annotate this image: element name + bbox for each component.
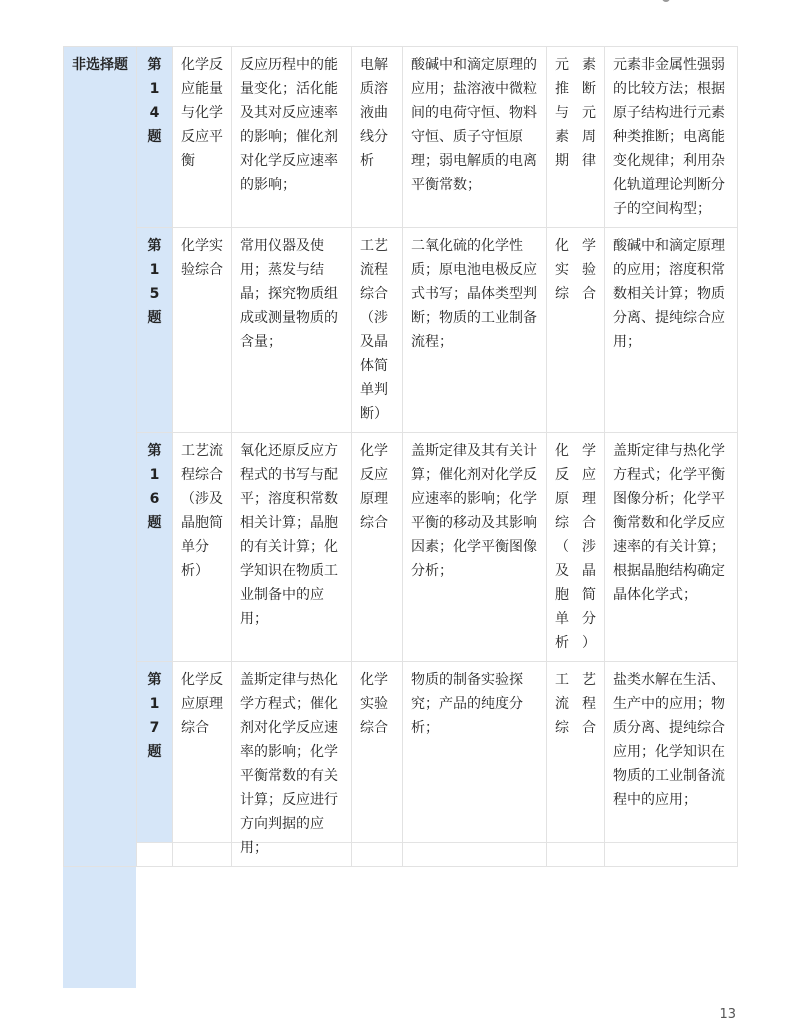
topic-cell: 化学实验综合 xyxy=(547,228,605,433)
section-label-cell xyxy=(64,47,137,867)
page-number: 13 xyxy=(719,1007,736,1022)
question-number: 第15题 xyxy=(137,228,173,433)
points-cell: 反应历程中的能量变化；活化能及其对反应速率的影响；催化剂对化学反应速率的影响； xyxy=(232,47,352,228)
points-cell: 物质的制备实验探究；产品的纯度分析； xyxy=(403,662,547,867)
topic-cell: 工艺流程综合（涉及晶体简单判断） xyxy=(352,228,403,433)
table-row xyxy=(64,433,738,662)
points-cell: 酸碱中和滴定原理的应用；溶度积常数相关计算；物质分离、提纯综合应用； xyxy=(605,228,738,433)
points-cell: 元素非金属性强弱的比较方法；根据原子结构进行元素种类推断；电离能变化规律；利用杂化轨道理论判断分子的空间构型； xyxy=(605,47,738,228)
points-cell: 盖斯定律及其有关计算；催化剂对化学反应速率的影响；化学平衡的移动及其影响因素；化学平衡图像分析； xyxy=(403,433,547,662)
question-number: 第14题 xyxy=(137,47,173,228)
points-cell: 常用仪器及使用；蒸发与结晶；探究物质组成或测量物质的含量； xyxy=(232,228,352,433)
section-label: 非选择题 xyxy=(72,57,128,73)
points-cell: 盖斯定律与热化学方程式；化学平衡图像分析；化学平衡常数和化学反应速率的有关计算；根据晶胞结构确定晶体化学式； xyxy=(605,433,738,662)
points-cell: 盐类水解在生活、生产中的应用；物质分离、提纯综合应用；化学知识在物质的工业制备流程中的应用； xyxy=(605,662,738,867)
exam-analysis-table xyxy=(63,46,738,867)
topic-cell: 化学实验综合 xyxy=(173,228,232,433)
question-number: 第16题 xyxy=(137,433,173,662)
topic-cell: 化学反应原理综合 xyxy=(173,662,232,867)
table-row xyxy=(64,662,738,867)
topic-cell: 化学反应原理综合 xyxy=(352,433,403,662)
table-row xyxy=(64,47,738,228)
topic-cell: 化学反应能量与化学反应平衡 xyxy=(173,47,232,228)
topic-cell: 化学反应原理综合（涉及晶胞简单分析） xyxy=(547,433,605,662)
question-number: 第17题 xyxy=(137,662,173,867)
topic-cell: 电解质溶液曲线分析 xyxy=(352,47,403,228)
topic-cell: 化学实验综合 xyxy=(352,662,403,867)
topic-cell: 工艺流程综合 xyxy=(547,662,605,867)
page-corner-mark xyxy=(662,0,670,2)
points-cell: 酸碱中和滴定原理的应用；盐溶液中微粒间的电荷守恒、物料守恒、质子守恒原理；弱电解质的电离平衡常数； xyxy=(403,47,547,228)
topic-cell: 元素推断与元素周期律 xyxy=(547,47,605,228)
topic-cell: 工艺流程综合（涉及晶胞简单分析） xyxy=(173,433,232,662)
points-cell: 氧化还原反应方程式的书写与配平；溶度积常数相关计算；晶胞的有关计算；化学知识在物质工业制备中的应用； xyxy=(232,433,352,662)
points-cell: 盖斯定律与热化学方程式；催化剂对化学反应速率的影响；化学平衡常数的有关计算；反应进行方向判据的应用； xyxy=(232,662,352,867)
points-cell: 二氧化硫的化学性质；原电池电极反应式书写；晶体类型判断；物质的工业制备流程； xyxy=(403,228,547,433)
table-row xyxy=(64,228,738,433)
